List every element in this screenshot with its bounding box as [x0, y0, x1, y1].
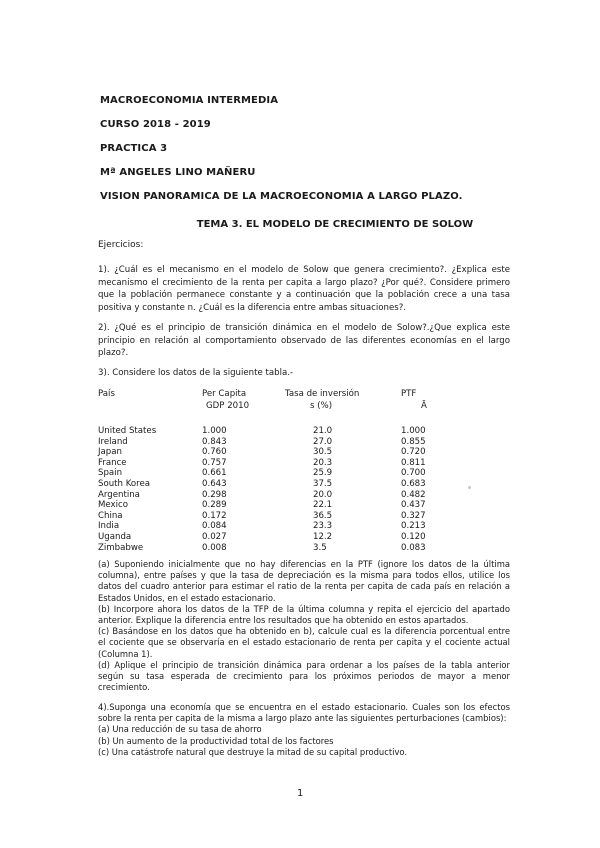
item-c: (c) Basándose en los datos que ha obtenido en b), calcule cual es la diferencia porcentual entre el cociente que se observaría en el estado estacionario de renta per capita y el cociente actual (Columna 1). — [98, 626, 510, 659]
scan-speck — [468, 486, 471, 489]
gdp-cell: 0.661 — [202, 468, 227, 479]
country-cell: Japan — [98, 447, 122, 458]
ptf-cell: 0.720 — [401, 447, 426, 458]
investment-cell: 36.5 — [313, 510, 333, 521]
question-3-items — [98, 559, 510, 693]
ptf-cell: 0.482 — [401, 489, 426, 500]
gdp-cell: 0.027 — [202, 531, 227, 542]
gdp-cell: 0.008 — [202, 542, 227, 553]
header-ptf-symbol: Ā — [421, 401, 427, 411]
data-table — [98, 388, 518, 553]
ptf-cell: 0.700 — [401, 468, 426, 479]
investment-cell: 27.0 — [313, 436, 333, 447]
header-ptf: PTF — [401, 389, 417, 399]
gdp-cell: 0.757 — [202, 457, 227, 468]
country-cell: China — [98, 510, 123, 521]
question-4 — [98, 702, 510, 758]
investment-cell: 30.5 — [313, 447, 333, 458]
topic-title — [0, 219, 600, 230]
table-row — [98, 447, 518, 458]
investment-cell: 22.1 — [313, 500, 333, 511]
gdp-cell: 0.298 — [202, 489, 227, 500]
header-gdp: Per Capita — [202, 389, 247, 399]
table-header-row-1 — [98, 388, 518, 400]
header-investment-unit: s (%) — [310, 401, 333, 411]
country-cell: Zimbabwe — [98, 542, 144, 553]
investment-cell: 37.5 — [313, 478, 333, 489]
exercises-label: Ejercicios: — [98, 240, 144, 250]
question-4-a: (a) Una reducción de su tasa de ahorro — [98, 724, 262, 735]
ptf-cell: 0.855 — [401, 436, 426, 447]
table-row — [98, 500, 518, 511]
investment-cell: 12.2 — [313, 531, 333, 542]
gdp-cell: 0.843 — [202, 436, 227, 447]
question-3-intro: 3). Considere los datos de la siguiente tabla.- — [98, 368, 294, 378]
investment-cell: 3.5 — [313, 542, 327, 553]
question-4-b: (b) Un aumento de la productividad total de los factores — [98, 735, 334, 746]
item-a: (a) Suponiendo inicialmente que no hay diferencias en la PTF (ignore los datos de la última columna), entre países y que la tasa de depreciación es la misma para todos ellos, utilice los datos del cuadro anterior para estimar el ratio de la renta per capita de cada país en relación a Estados Unidos, en el estado estacionario. — [98, 559, 510, 603]
table-row — [98, 426, 518, 437]
table-row — [98, 543, 518, 554]
gdp-cell: 1.000 — [202, 426, 227, 436]
ptf-cell: 1.000 — [401, 426, 426, 436]
ptf-cell: 0.811 — [401, 457, 426, 468]
investment-cell: 20.0 — [313, 489, 333, 500]
gdp-cell: 0.084 — [202, 521, 227, 532]
table-row — [98, 468, 518, 479]
country-cell: United States — [98, 426, 157, 436]
ptf-cell: 0.120 — [401, 531, 426, 542]
country-cell: France — [98, 457, 127, 468]
course-year: CURSO 2018 - 2019 — [100, 119, 211, 130]
page-number: 1 — [297, 788, 304, 799]
ptf-cell: 0.213 — [401, 521, 426, 532]
investment-cell: 23.3 — [313, 521, 333, 532]
country-cell: Spain — [98, 468, 123, 479]
item-b: (b) Incorpore ahora los datos de la TFP de la última columna y repita el ejercicio del apartado anterior. Explique la diferencia entre los resultados que ha obtenido en estos apartados. — [98, 603, 510, 626]
table-body — [98, 426, 518, 553]
country-cell: Mexico — [98, 500, 129, 511]
table-row — [98, 437, 518, 448]
investment-cell: 21.0 — [313, 426, 333, 436]
country-cell: India — [98, 521, 120, 532]
gdp-cell: 0.172 — [202, 510, 227, 521]
document-subtitle: VISION PANORAMICA DE LA MACROECONOMIA A LARGO PLAZO. — [100, 191, 463, 202]
question-4-intro: 4).Suponga una economía que se encuentra en el estado estacionario. Cuales son los efectos sobre la renta per capita de la misma a largo plazo ante las siguientes perturbaciones (cambios): — [98, 702, 510, 724]
gdp-cell: 0.643 — [202, 478, 227, 489]
country-cell: Uganda — [98, 531, 132, 542]
table-row — [98, 511, 518, 522]
ptf-cell: 0.683 — [401, 478, 426, 489]
gdp-cell: 0.760 — [202, 447, 227, 458]
table-header-row-2 — [98, 400, 518, 412]
question-1: 1). ¿Cuál es el mecanismo en el modelo de Solow que genera crecimiento?. ¿Explica este mecanismo el crecimiento de la renta per capita a largo plazo? ¿Por qué?. Considere primero que la población permanece constante y a continuación que la población crece a una tasa positiva y constante n. ¿Cuál es la diferencia entre ambas situaciones?. — [98, 265, 510, 313]
table-row — [98, 458, 518, 469]
course-title: MACROECONOMIA INTERMEDIA — [100, 95, 279, 106]
ptf-cell: 0.437 — [401, 500, 426, 511]
investment-cell: 20.3 — [313, 457, 333, 468]
author-name: Mª ANGELES LINO MAÑERU — [100, 167, 256, 178]
practice-label: PRACTICA 3 — [100, 143, 168, 154]
table-row — [98, 479, 518, 490]
item-d: (d) Aplique el principio de transición dinámica para ordenar a los países de la tabla anterior según su tasa esperada de crecimiento para los próximos periodos de mayor a menor crecimiento. — [98, 659, 510, 693]
ptf-cell: 0.083 — [401, 542, 426, 553]
ptf-cell: 0.327 — [401, 510, 426, 521]
table-row — [98, 532, 518, 543]
question-2: 2). ¿Qué es el principio de transición dinámica en el modelo de Solow?.¿Que explica este principio en relación al comportamiento observado de las diferentes economías en el largo plazo?. — [98, 323, 510, 359]
country-cell: South Korea — [98, 478, 151, 489]
investment-cell: 25.9 — [313, 468, 333, 479]
country-cell: Ireland — [98, 436, 128, 447]
table-row — [98, 521, 518, 532]
table-row — [98, 490, 518, 501]
question-4-c: (c) Una catástrofe natural que destruye la mitad de su capital productivo. — [98, 746, 408, 757]
topic-title-text: TEMA 3. EL MODELO DE CRECIMIENTO DE SOLOW — [196, 219, 474, 230]
gdp-cell: 0.289 — [202, 500, 227, 511]
header-gdp-year: GDP 2010 — [206, 401, 250, 411]
header-country: País — [98, 389, 115, 399]
header-investment: Tasa de inversión — [285, 389, 360, 399]
country-cell: Argentina — [98, 489, 140, 500]
